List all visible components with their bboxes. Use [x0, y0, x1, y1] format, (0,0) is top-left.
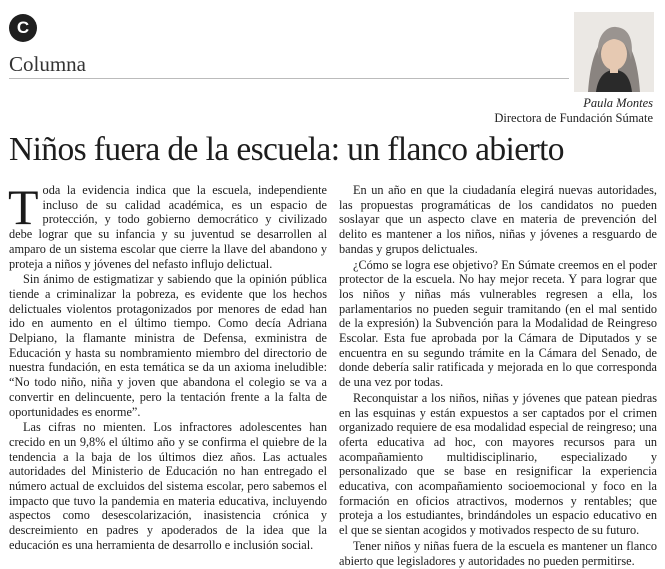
- author-avatar: [574, 12, 654, 92]
- article-column-left: [8, 179, 327, 554]
- paragraph: En un año en que la ciudadanía elegirá nuevas autoridades, las propuestas programáticas de los candidatos no pueden soslayar que un aspecto clave en materia de prevención del delito es mantener a los niños, niñas y jóvenes a resguardo de bandas y grupos delictuales.: [339, 183, 657, 256]
- drop-cap: T: [8, 179, 39, 235]
- author-role: Directora de Fundación Súmate: [494, 111, 653, 125]
- paragraph: Las cifras no mienten. Los infractores adolescentes han crecido en un 9,8% el último año y se confirma el quiebre de la tendencia a la baja de los últimos diez años. Las actuales autoridades del Ministerio de Educación no han entregado el número actual de excluidos del sistema escolar, pero sabemos el impacto que tuvo la pandemia en materia educativa, incluyendo aspectos como desescolarización, inasistencia crónica y descreimiento en padres y apoderados de la idea que la educación es una herramienta de desarrollo e inclusión social.: [9, 420, 327, 552]
- paragraph: [8, 179, 327, 271]
- paragraph: Sin ánimo de estigmatizar y sabiendo que la opinión pública tiende a criminalizar la pobreza, es evidente que los hechos delictuales violentos protagonizados por menores de edad han ido en aumento en el último tiempo. Como decía Adriana Delpiano, la flamante ministra de Defensa, exministra de Educación y hasta su nombramiento miembro del directorio de nuestra fundación, en esta temática se da un axioma ineludible: “No todo niño, niña y joven que abandona el colegio se va a convertir en delincuente, pero la tentación frente a la falta de oportunidades es enorme”.: [9, 272, 327, 419]
- paragraph: Tener niños y niñas fuera de la escuela es mantener un flanco abierto que legisladores y autoridades no pueden permitirse.: [339, 538, 657, 568]
- article-title: Niños fuera de la escuela: un flanco abierto: [9, 131, 564, 168]
- paragraph: Reconquistar a los niños, niñas y jóvenes que patean piedras en las esquinas y están expuestos a ser captados por el crimen organizado requiere de esa modalidad especial de reingreso; una oferta educativa ad hoc, con mayores recursos para un acompañamiento multidisciplinario, especializado y personalizado que se base en resignificar la experiencia educativa, con acompañamiento socioemocional y foco en la formación en oficios atractivos, modernos y rentables; que proteja a los estudiantes, brindándoles un espacio educativo en el que se sientan acogidos y motivados respecto de su futuro.: [339, 390, 657, 538]
- author-name: Paula Montes: [583, 96, 653, 110]
- article-column-right: [339, 183, 657, 569]
- header-divider: [9, 78, 569, 79]
- section-label: Columna: [9, 52, 86, 76]
- paragraph-text: oda la evidencia indica que la escuela, independiente incluso de su calidad académica, es un espacio de protección, y todo gobierno democrático y civilizado debe lograr que su infancia y su juventud se desarrollen al amparo de un sistema escolar que cierre la llave del abandono y proteja a niños y jóvenes del nefasto influjo delictual.: [9, 183, 327, 271]
- author-portrait-icon: [574, 12, 654, 92]
- column-badge: C: [9, 14, 37, 42]
- paragraph: ¿Cómo se logra ese objetivo? En Súmate creemos en el poder protector de la escuela. No hay mejor receta. Y para lograr que los niños y niñas más vulnerables regresen a ella, los parlamentarios no pueden seguir tramitando (en el mal sentido de la expresión) la Subvención para la Modalidad de Reingreso Escolar. Esta fue aprobada por la Cámara de Diputados y se encuentra en su segundo trámite en la Cámara del Senado, de donde debería salir ratificada y mejorada en lo que corresponda de una vez por todas.: [339, 257, 657, 390]
